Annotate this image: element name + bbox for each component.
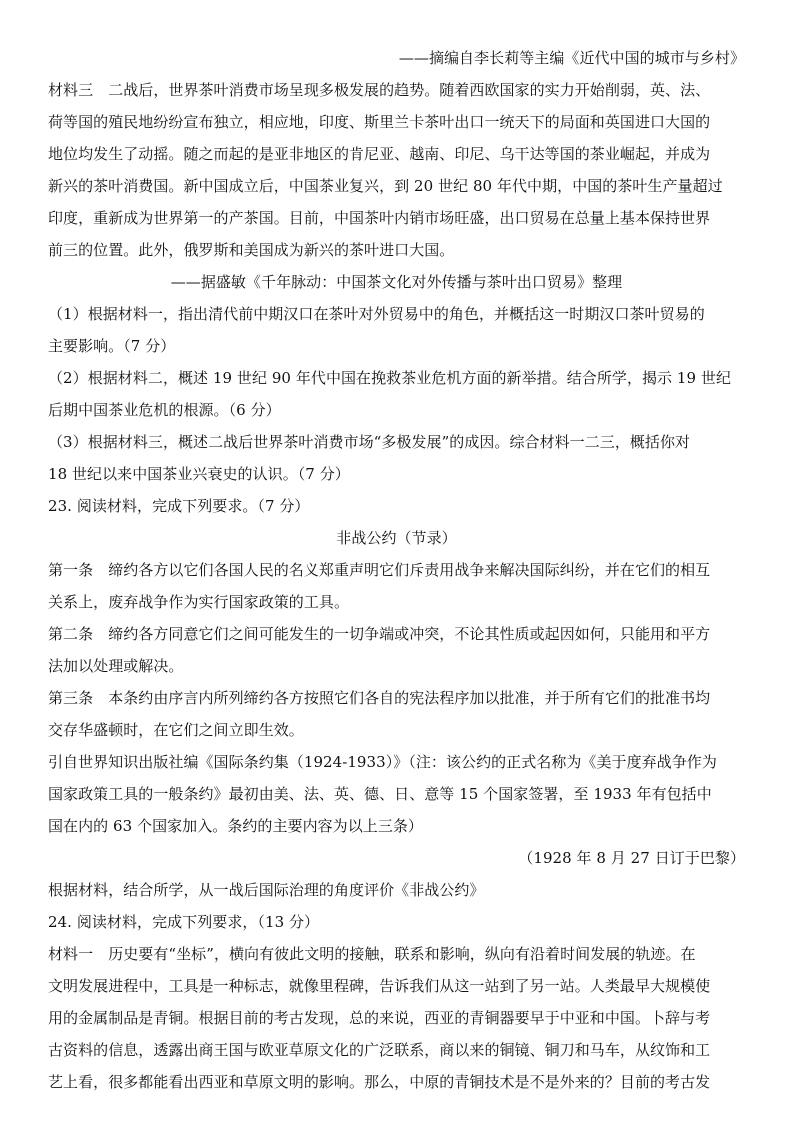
text-line: 艺上看，很多都能看出西亚和草原文明的影响。那么，中原的青铜技术是不是外来的？目前的考古发 [48,1073,711,1091]
question-1: （1）根据材料一，指出清代前中期汉口在茶叶对外贸易中的角色，并概括这一时期汉口茶叶贸易的 [48,305,705,323]
question-3: （3）根据材料三，概述二战后世界茶叶消费市场“多极发展”的成因。综合材料一二三，概括你对 [48,433,691,451]
question-23-prompt: 根据材料，结合所学，从一战后国际治理的角度评价《非战公约》 [48,881,485,899]
material-3-paragraph: 材料三 二战后，世界茶叶消费市场呈现多极发展的趋势。随着西欧国家的实力开始削弱，英、法、 [48,81,711,99]
article-3: 第三条 本条约由序言内所列缔约各方按照它们各自的宪法程序加以批准，并于所有它们的批准书均 [48,689,711,707]
text-line: 前三的位置。此外，俄罗斯和美国成为新兴的茶叶进口大国。 [48,241,455,259]
text-line: 文明发展进程中，工具是一种标志，就像里程碑，告诉我们从这一站到了另一站。人类最早大规模使 [48,977,711,995]
text-line: 印度，重新成为世界第一的产茶国。目前，中国茶叶内销市场旺盛，出口贸易在总量上基本保持世界 [48,209,711,227]
text-line: 国在内的 63 个国家加入。条约的主要内容为以上三条） [48,817,423,835]
treaty-date: （1928 年 8 月 27 日订于巴黎） [518,849,745,867]
text-line: 关系上，废弃战争作为实行国家政策的工具。 [48,593,350,611]
text-line: 法加以处理或解决。 [48,657,184,675]
question-24-heading: 24. 阅读材料，完成下列要求，（13 分） [48,913,320,931]
text-line: 荷等国的殖民地纷纷宣布独立，相应地，印度、斯里兰卡茶叶出口一统天下的局面和英国进口大国的 [48,113,711,131]
source-citation: ——据盛敏《千年脉动：中国茶文化对外传播与茶叶出口贸易》整理 [170,273,623,291]
question-2: （2）根据材料二，概述 19 世纪 90 年代中国在挽救茶业危机方面的新举措。结合所学，揭示 19 世纪 [48,369,732,387]
text-line: 用的金属制品是青铜。根据目前的考古发现，总的来说，西亚的青铜器要早于中亚和中国。卜辞与考 [48,1009,711,1027]
text-line: 主要影响。（7 分） [48,337,176,355]
text-line: 古资料的信息，透露出商王国与欧亚草原文化的广泛联系，商以来的铜镜、铜刀和马车，从纹饰和工 [48,1041,711,1059]
text-line: 交存华盛顿时，在它们之间立即生效。 [48,721,304,739]
question-23-heading: 23. 阅读材料，完成下列要求。（7 分） [48,497,310,515]
text-line: 国家政策工具的一般条约》最初由美、法、英、德、日、意等 15 个国家签署，至 1933 年有包括中 [48,785,712,803]
treaty-title: 非战公约（节录） [336,529,457,547]
article-2: 第二条 缔约各方同意它们之间可能发生的一切争端或冲突，不论其性质或起因如何，只能用和平方 [48,625,711,643]
text-line: 地位均发生了动摇。随之而起的是亚非地区的肯尼亚、越南、印尼、乌干达等国的茶业崛起，并成为 [48,145,711,163]
material-1-paragraph: 材料一 历史要有“坐标”，横向有彼此文明的接触，联系和影响，纵向有沿着时间发展的轨迹。在 [48,945,696,963]
source-citation: ——摘编自李长莉等主编《近代中国的城市与乡村》 [398,49,745,67]
text-line: 新兴的茶叶消费国。新中国成立后，中国茶业复兴，到 20 世纪 80 年代中期，中国的茶叶生产量超过 [48,177,723,195]
text-line: 18 世纪以来中国茶业兴衰史的认识。（7 分） [48,465,350,483]
treaty-note: 引自世界知识出版社编《国际条约集（1924-1933）》（注：该公约的正式名称为《美于度弃战争作为 [48,753,717,771]
article-1: 第一条 缔约各方以它们各国人民的名义郑重声明它们斥责用战争来解决国际纠纷，并在它们的相互 [48,561,711,579]
text-line: 后期中国茶业危机的根源。（6 分） [48,401,281,419]
